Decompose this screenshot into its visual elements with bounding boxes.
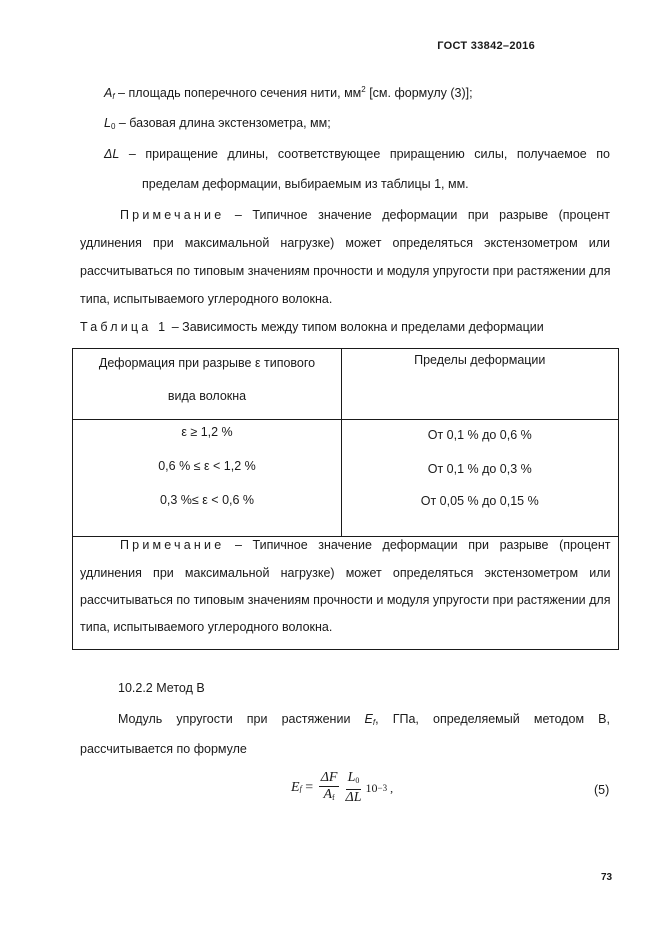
definition-af-text: – площадь поперечного сечения нити, мм <box>114 86 362 100</box>
note1-label: Примечание <box>120 208 225 222</box>
paragraph-text-a: Модуль упругости при растяжении <box>118 712 365 726</box>
formula-factor: 10 <box>365 780 378 795</box>
table-header-limits-text: Пределы деформации <box>414 353 546 367</box>
paragraph-line1 <box>118 712 610 727</box>
note1-line3: рассчитываться по типовым значениям прочности и модуля упругости при растяжении для <box>80 264 611 278</box>
table-limits-cell <box>342 420 619 537</box>
definition-dl-text: – приращение длины, соответствующее приращению силы, получаемое по <box>119 147 610 161</box>
table-row-limits: От 0,05 % до 0,15 % <box>420 494 539 508</box>
definition-dl-line1 <box>104 147 610 161</box>
table-note-label: Примечание <box>120 538 225 552</box>
definition-af-tail: [см. формулу (3)]; <box>365 86 473 100</box>
formula-tail: , <box>387 780 394 795</box>
paragraph-symbol-sub: f <box>372 718 376 727</box>
formula-f2-num-symbol: L <box>347 770 356 785</box>
table-note-row <box>73 537 619 650</box>
table-row-limits: От 0,1 % до 0,3 % <box>427 462 532 476</box>
formula-f1-den-symbol: A <box>323 787 333 802</box>
table-header-row <box>73 349 619 420</box>
definition-af <box>104 85 473 101</box>
table-caption-label: Таблица 1 <box>80 320 169 334</box>
symbol-l0-sub: 0 <box>110 122 116 131</box>
table-body-row <box>73 420 619 537</box>
definition-l0 <box>104 116 331 131</box>
note1-line4: типа, испытываемого углеродного волокна. <box>80 292 333 306</box>
formula-f2-numerator <box>346 770 362 790</box>
table-note-line4: типа, испытываемого углеродного волокна. <box>80 620 333 634</box>
table-header-strain-line1: Деформация при разрыве ε типового <box>98 356 316 370</box>
table-header-limits <box>342 349 619 420</box>
symbol-dl: ΔL <box>104 147 120 161</box>
formula-power: −3 <box>377 783 388 793</box>
note1-line1 <box>120 208 610 222</box>
table-note-line1-text: – Типичное значение деформации при разрыве (процент <box>224 538 611 552</box>
formula-lhs: E <box>291 780 300 795</box>
formula-equals: = <box>301 780 317 795</box>
formula-5 <box>291 770 393 806</box>
symbol-l0: L <box>104 116 111 130</box>
formula-fraction-2 <box>343 770 363 806</box>
note1-line1-text: – Типичное значение деформации при разрыве (процент <box>224 208 610 222</box>
table-caption-text: – Зависимость между типом волокна и пределами деформации <box>168 320 544 334</box>
section-title: 10.2.2 Метод В <box>118 681 205 695</box>
formula-number: (5) <box>594 783 610 797</box>
table-row-strain: ε ≥ 1,2 % <box>181 425 233 439</box>
definition-l0-text: – базовая длина экстензометра, мм; <box>115 116 331 130</box>
formula-f1-denominator <box>321 787 336 806</box>
definition-dl-line2: пределам деформации, выбираемым из таблицы 1, мм. <box>142 177 469 191</box>
document-header: ГОСТ 33842–2016 <box>437 40 535 52</box>
note1-line2: удлинения при максимальной нагрузке) может определяться экстензометром или <box>80 236 610 250</box>
table-note-line3: рассчитываться по типовым значениям прочности и модуля упругости при растяжении для <box>80 593 611 607</box>
table-row-limits: От 0,1 % до 0,6 % <box>427 428 532 442</box>
table-row-strain: 0,6 % ≤ ε < 1,2 % <box>158 459 256 473</box>
table-note-cell <box>73 537 619 650</box>
table-header-strain-line2: вида волокна <box>167 389 247 403</box>
table-header-strain <box>73 349 342 420</box>
formula-f1-numerator: ΔF <box>320 770 338 785</box>
table-caption <box>80 320 544 334</box>
table-row-strain: 0,3 %≤ ε < 0,6 % <box>159 493 255 507</box>
paragraph-line2: рассчитывается по формуле <box>80 742 247 756</box>
table-strain-cell <box>73 420 342 537</box>
symbol-af: A <box>104 86 113 100</box>
formula-f2-num-sub: 0 <box>355 776 360 785</box>
paragraph-symbol: E <box>364 712 373 726</box>
formula-lhs-sub: f <box>299 783 302 793</box>
formula-f2-denominator: ΔL <box>345 790 362 805</box>
symbol-af-sub: f <box>112 92 115 101</box>
formula-fraction-1 <box>319 770 340 806</box>
formula-f1-den-sub: f <box>332 793 335 802</box>
paragraph-text-b: , ГПа, определяемый методом В, <box>375 712 610 726</box>
definition-af-sup: 2 <box>361 85 366 94</box>
deformation-table <box>72 348 619 650</box>
table-note-line2: удлинения при максимальной нагрузке) может определяться экстензометром или <box>80 566 611 580</box>
page-number: 73 <box>601 872 613 883</box>
table-note-line1 <box>80 538 611 552</box>
